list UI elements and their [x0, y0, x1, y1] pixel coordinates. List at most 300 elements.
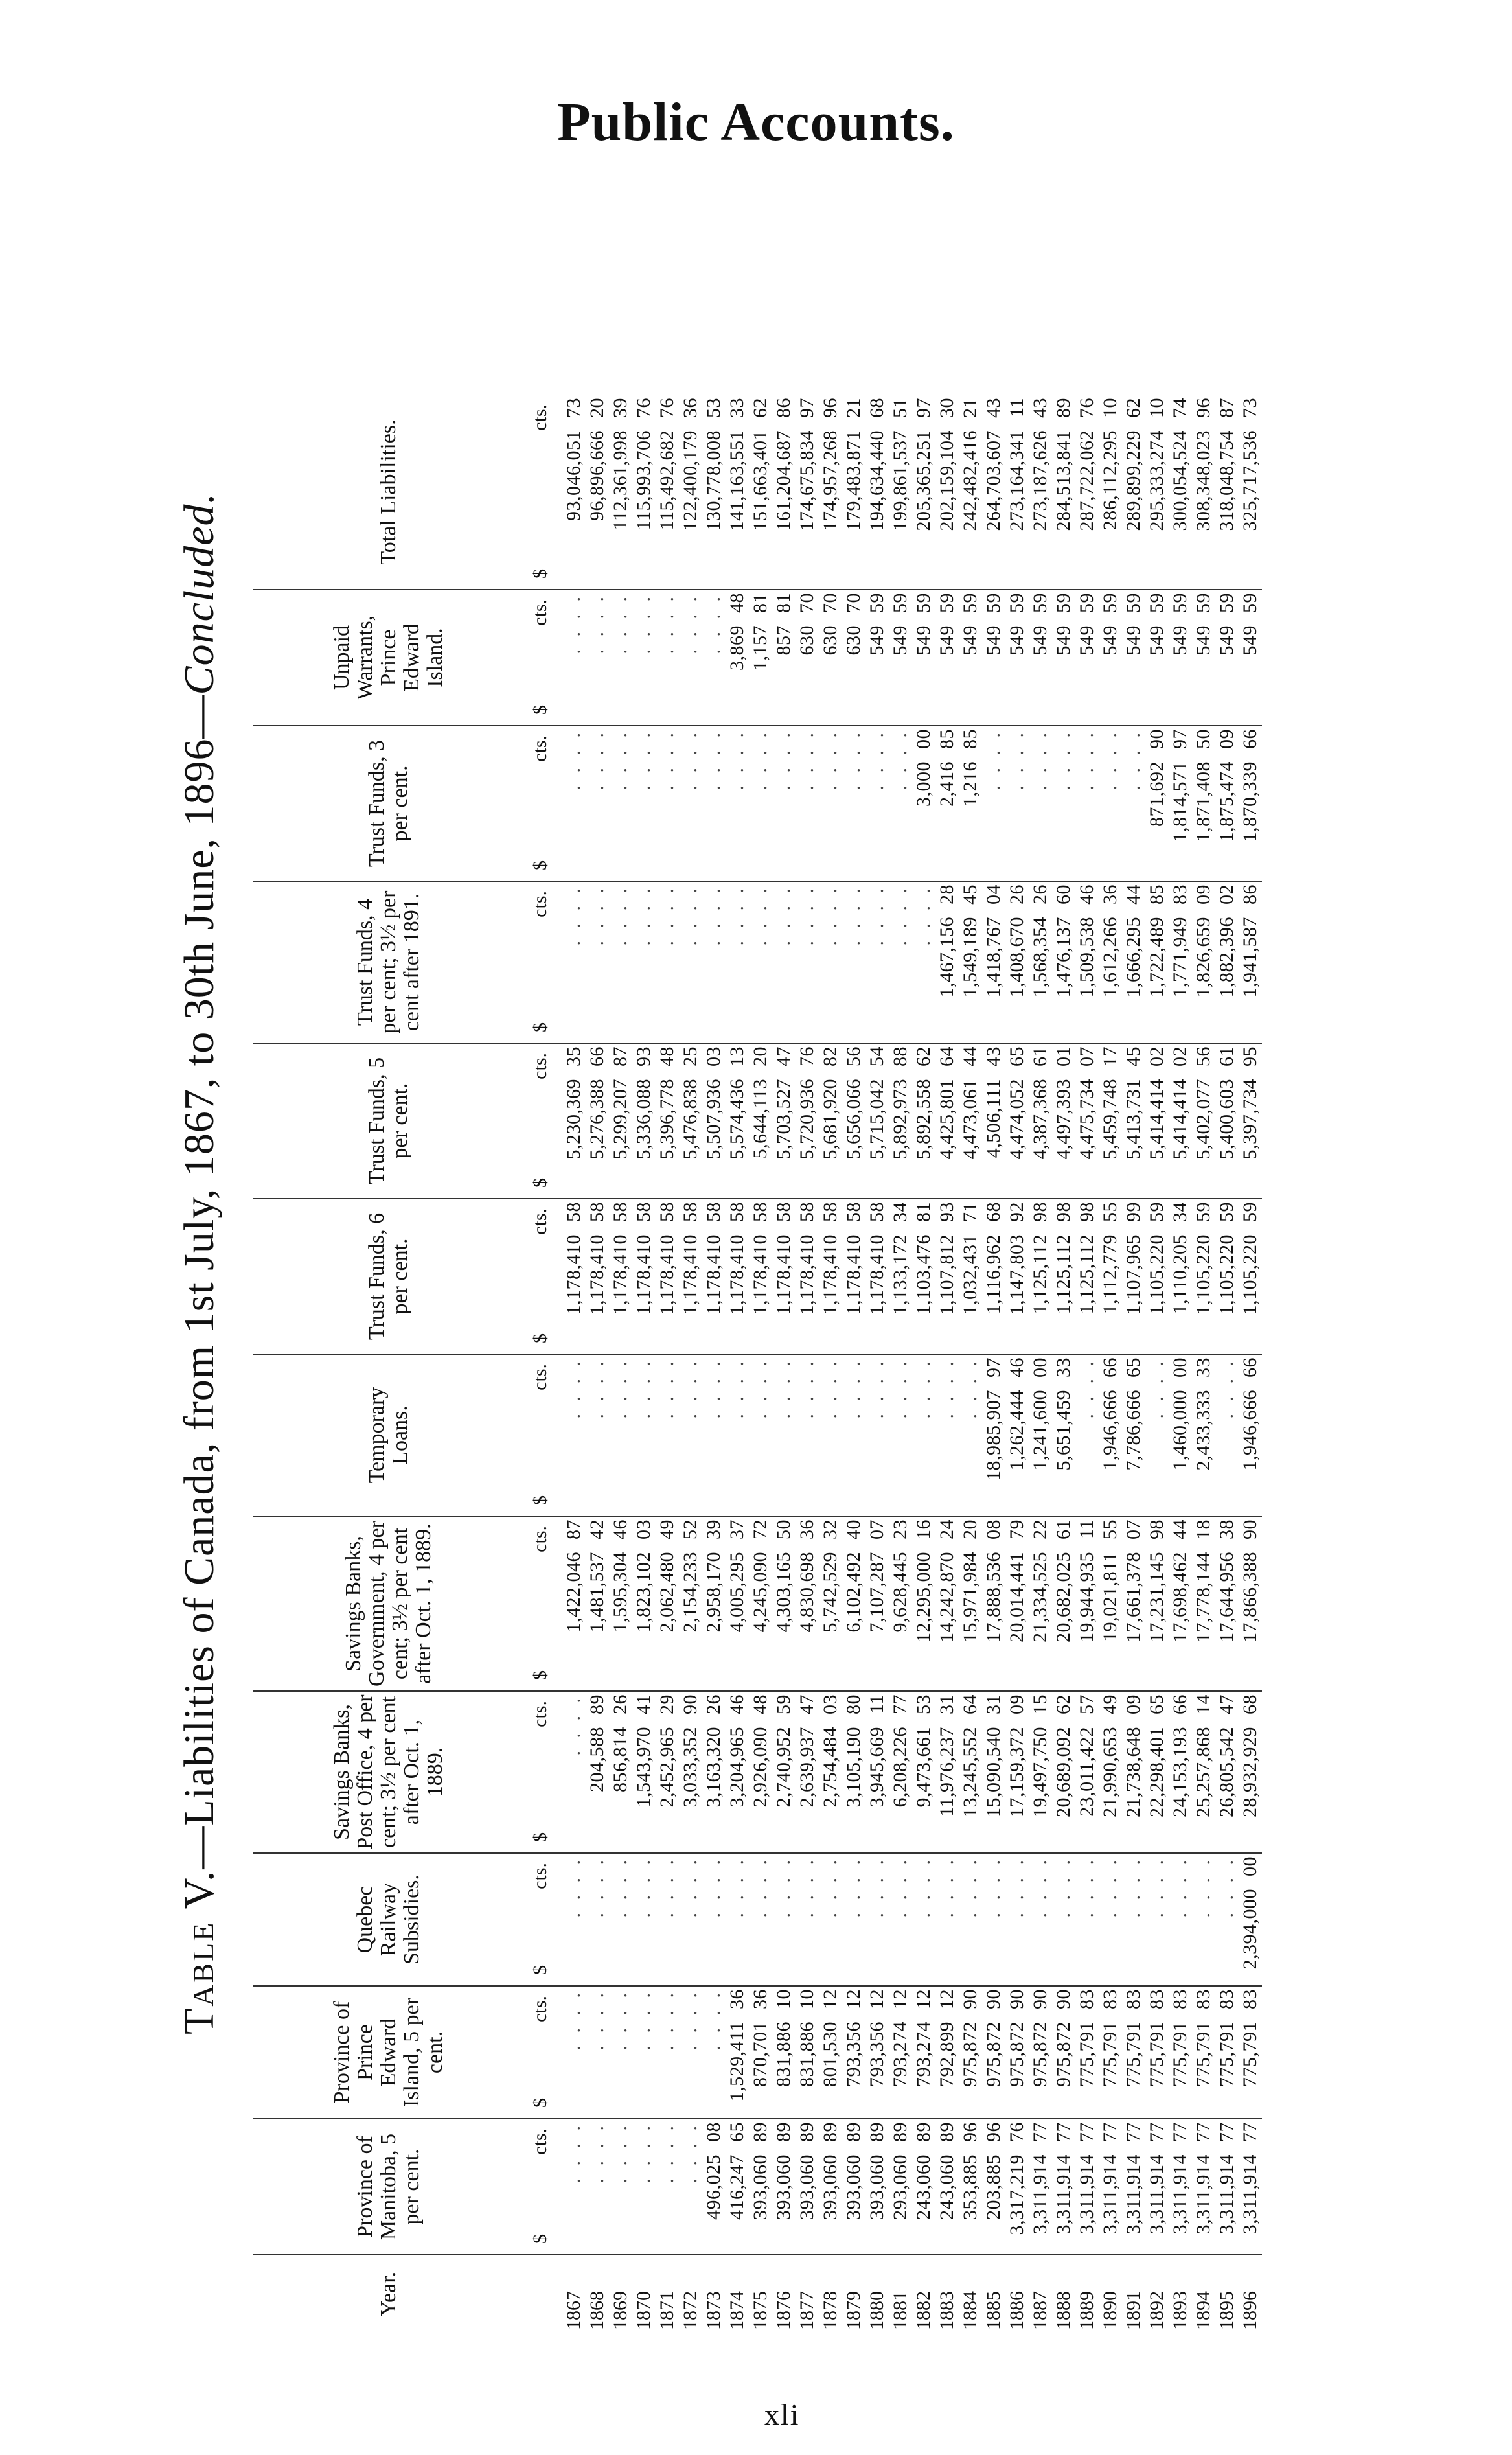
cents-unit: cts. [529, 1526, 551, 1552]
cell-trust3: . . . . [1122, 726, 1145, 881]
cell-trust4: 1,771,94983 [1169, 881, 1192, 1043]
cell-savings_gov: 17,661,37807 [1122, 1516, 1145, 1691]
cell-trust6: 1,032,43171 [959, 1199, 982, 1354]
cell-savings_post: 3,204,96546 [726, 1691, 749, 1853]
cell-unpaid_warrants: 54959 [1122, 590, 1145, 726]
cell-total: 179,483,87121 [842, 395, 865, 590]
cell-savings_post: 15,090,54031 [982, 1691, 1005, 1853]
cell-savings_gov: 1,595,30446 [609, 1516, 632, 1691]
cell-savings_gov: 19,021,81155 [1099, 1516, 1122, 1691]
cell-quebec_railway: . . . . [1169, 1853, 1192, 1986]
cell-unpaid_warrants: 1,15781 [749, 590, 772, 726]
table-body [556, 395, 1262, 2333]
cell-trust6: 1,112,77955 [1099, 1199, 1122, 1354]
cell-pei: 775,79183 [1075, 1986, 1099, 2119]
cell-total: 242,482,41621 [959, 395, 982, 590]
cell-unpaid_warrants: 54959 [1145, 590, 1169, 726]
cell-quebec_railway: . . . . [749, 1853, 772, 1986]
cell-total: 93,046,05173 [556, 395, 586, 590]
cell-savings_gov: 9,628,44523 [889, 1516, 912, 1691]
cell-savings_gov: 17,231,14598 [1145, 1516, 1169, 1691]
cell-manitoba: 3,311,91477 [1052, 2119, 1075, 2255]
unit-cell-trust5 [525, 1043, 556, 1199]
cell-trust5: 5,656,06656 [842, 1043, 865, 1199]
cell-savings_gov: 15,971,98420 [959, 1516, 982, 1691]
cell-total: 130,778,00853 [702, 395, 726, 590]
cell-year: 1891 [1123, 2291, 1144, 2330]
cell-year: 1880 [866, 2291, 888, 2330]
cell-quebec_railway: . . . . [1145, 1853, 1169, 1986]
cell-manitoba: 3,311,91477 [1192, 2119, 1215, 2255]
cell-temporary_loans: 5,651,45933 [1052, 1354, 1075, 1516]
cell-trust5: 5,400,60361 [1215, 1043, 1239, 1199]
cell-trust3: . . . . [556, 726, 586, 881]
cell-savings_post: 19,497,75015 [1029, 1691, 1052, 1853]
cell-trust4: 1,549,18945 [959, 881, 982, 1043]
cell-savings_post: 3,163,32026 [702, 1691, 726, 1853]
dollar-unit: $ [529, 569, 551, 579]
column-header-trust5: Trust Funds, 5 per cent. [253, 1043, 525, 1199]
cell-trust3: . . . . [702, 726, 726, 881]
cell-trust3: 3,00000 [912, 726, 935, 881]
table-row [632, 395, 656, 2333]
cell-savings_post: 21,990,65349 [1099, 1691, 1122, 1853]
cents-unit: cts. [529, 1996, 551, 2022]
cell-temporary_loans: . . . . [702, 1354, 726, 1516]
cell-trust6: 1,116,96268 [982, 1199, 1005, 1354]
cell-trust3: . . . . [1075, 726, 1099, 881]
unit-cell-temporary_loans [525, 1354, 556, 1516]
dollar-unit: $ [529, 1965, 551, 1975]
cell-unpaid_warrants: 54959 [865, 590, 889, 726]
unit-cell-savings_gov [525, 1516, 556, 1691]
cell-trust6: 1,178,41058 [632, 1199, 656, 1354]
cell-trust3: . . . . [1005, 726, 1029, 881]
cell-temporary_loans: . . . . [842, 1354, 865, 1516]
cell-trust3: . . . . [586, 726, 609, 881]
cell-pei: 793,35612 [842, 1986, 865, 2119]
cell-total: 115,492,68276 [656, 395, 679, 590]
cell-temporary_loans: 1,946,66666 [1099, 1354, 1122, 1516]
unit-cell-pei [525, 1986, 556, 2119]
cell-savings_post: 6,208,22677 [889, 1691, 912, 1853]
cell-pei: 831,88610 [772, 1986, 796, 2119]
cell-trust4: 1,666,29544 [1122, 881, 1145, 1043]
cell-trust6: 1,178,41058 [702, 1199, 726, 1354]
cell-unpaid_warrants: 54959 [1239, 590, 1262, 726]
cell-trust4: . . . . [819, 881, 842, 1043]
unit-cell-unpaid_warrants [525, 590, 556, 726]
cell-total: 289,899,22962 [1122, 395, 1145, 590]
cell-manitoba: 393,06089 [819, 2119, 842, 2255]
cell-savings_gov: 17,888,53608 [982, 1516, 1005, 1691]
cell-savings_gov: 2,154,23352 [679, 1516, 702, 1691]
cell-trust4: . . . . [609, 881, 632, 1043]
cell-year: 1889 [1076, 2291, 1097, 2330]
cell-manitoba: 3,311,91477 [1169, 2119, 1192, 2255]
cell-savings_gov: 4,005,29537 [726, 1516, 749, 1691]
table-label: Table V. [176, 1869, 223, 2035]
cell-year: 1885 [983, 2291, 1004, 2330]
cents-unit: cts. [529, 735, 551, 762]
cell-trust6: 1,178,41058 [586, 1199, 609, 1354]
cell-year: 1892 [1146, 2291, 1167, 2330]
cell-trust3: 2,41685 [935, 726, 959, 881]
unit-cell-total [525, 395, 556, 590]
cell-trust6: 1,125,11298 [1052, 1199, 1075, 1354]
dollar-unit: $ [529, 1022, 551, 1032]
cell-unpaid_warrants: 54959 [1075, 590, 1099, 726]
cell-savings_gov: 20,014,44179 [1005, 1516, 1029, 1691]
cell-trust3: 1,21685 [959, 726, 982, 881]
cell-trust3: 871,69290 [1145, 726, 1169, 881]
cell-trust5: 5,715,04254 [865, 1043, 889, 1199]
cell-unpaid_warrants: 85781 [772, 590, 796, 726]
cell-pei: 793,27412 [889, 1986, 912, 2119]
cell-total: 194,634,44068 [865, 395, 889, 590]
cell-manitoba: 3,311,91477 [1122, 2119, 1145, 2255]
cell-savings_post: 204,58889 [586, 1691, 609, 1853]
cell-pei: 975,87290 [1052, 1986, 1075, 2119]
cents-unit: cts. [529, 599, 551, 626]
table-row [842, 395, 865, 2333]
cell-savings_gov: 17,644,95638 [1215, 1516, 1239, 1691]
cell-trust4: 1,568,35426 [1029, 881, 1052, 1043]
cell-quebec_railway: . . . . [819, 1853, 842, 1986]
cell-savings_gov: 14,242,87024 [935, 1516, 959, 1691]
cell-unpaid_warrants: . . . . [656, 590, 679, 726]
cell-quebec_railway: . . . . [679, 1853, 702, 1986]
cell-temporary_loans: . . . . [556, 1354, 586, 1516]
cell-total: 174,675,83497 [796, 395, 819, 590]
cell-manitoba: 203,88596 [982, 2119, 1005, 2255]
cell-manitoba: 3,317,21976 [1005, 2119, 1029, 2255]
cents-unit: cts. [529, 891, 551, 917]
cell-temporary_loans: . . . . [912, 1354, 935, 1516]
cell-year: 1894 [1193, 2291, 1214, 2330]
cell-manitoba: 3,311,91477 [1029, 2119, 1052, 2255]
cell-manitoba: 393,06089 [772, 2119, 796, 2255]
cell-trust5: 4,506,11143 [982, 1043, 1005, 1199]
column-header-total: Total Liabilities. [253, 395, 525, 590]
cell-trust4: . . . . [726, 881, 749, 1043]
cell-trust5: 5,414,41402 [1169, 1043, 1192, 1199]
cell-pei: . . . . [586, 1986, 609, 2119]
cell-quebec_railway: . . . . [772, 1853, 796, 1986]
cents-unit: cts. [529, 1863, 551, 1889]
cell-pei: . . . . [702, 1986, 726, 2119]
cell-trust4: 1,509,53846 [1075, 881, 1099, 1043]
cell-unpaid_warrants: . . . . [702, 590, 726, 726]
cell-trust5: 5,459,74817 [1099, 1043, 1122, 1199]
cell-manitoba: 3,311,91477 [1239, 2119, 1262, 2255]
cell-quebec_railway: . . . . [1215, 1853, 1239, 1986]
cell-pei: . . . . [656, 1986, 679, 2119]
cell-trust6: 1,107,81293 [935, 1199, 959, 1354]
cell-trust5: 4,497,39301 [1052, 1043, 1075, 1199]
cell-total: 273,164,34111 [1005, 395, 1029, 590]
cell-pei: . . . . [679, 1986, 702, 2119]
cell-trust4: . . . . [556, 881, 586, 1043]
cell-trust3: 1,875,47409 [1215, 726, 1239, 881]
cell-trust3: . . . . [1099, 726, 1122, 881]
cell-trust4: 1,467,15628 [935, 881, 959, 1043]
cell-temporary_loans: 1,460,00000 [1169, 1354, 1192, 1516]
cell-temporary_loans: . . . . [935, 1354, 959, 1516]
cell-total: 202,159,10430 [935, 395, 959, 590]
cell-temporary_loans: . . . . [586, 1354, 609, 1516]
table-row [865, 395, 889, 2333]
cell-pei: . . . . [609, 1986, 632, 2119]
cell-unpaid_warrants: 54959 [1052, 590, 1075, 726]
cell-trust3: 1,870,33966 [1239, 726, 1262, 881]
cell-quebec_railway: . . . . [656, 1853, 679, 1986]
cell-savings_post: 22,298,40165 [1145, 1691, 1169, 1853]
cents-unit: cts. [529, 2128, 551, 2155]
cell-pei: 793,35612 [865, 1986, 889, 2119]
cell-manitoba: 3,311,91477 [1075, 2119, 1099, 2255]
cell-manitoba: . . . . [656, 2119, 679, 2255]
cell-temporary_loans: . . . . [889, 1354, 912, 1516]
cell-year: 1870 [633, 2291, 654, 2330]
cell-temporary_loans: . . . . [819, 1354, 842, 1516]
cell-temporary_loans: . . . . [679, 1354, 702, 1516]
dollar-unit: $ [529, 860, 551, 870]
cell-manitoba: . . . . [679, 2119, 702, 2255]
cell-unpaid_warrants: . . . . [632, 590, 656, 726]
cell-savings_post: 3,105,19080 [842, 1691, 865, 1853]
table-row [982, 395, 1005, 2333]
cell-trust3: . . . . [889, 726, 912, 881]
column-header-quebec_railway: Quebec Railway Subsidies. [253, 1853, 525, 1986]
cell-trust5: 5,230,36935 [556, 1043, 586, 1199]
cell-pei: 792,89912 [935, 1986, 959, 2119]
cell-unpaid_warrants: . . . . [609, 590, 632, 726]
cents-unit: cts. [529, 1208, 551, 1235]
cell-manitoba: 496,02508 [702, 2119, 726, 2255]
cell-unpaid_warrants: 54959 [935, 590, 959, 726]
cell-total: 273,187,62643 [1029, 395, 1052, 590]
cell-pei: 801,53012 [819, 1986, 842, 2119]
cell-total: 122,400,17936 [679, 395, 702, 590]
cell-trust5: 5,397,73495 [1239, 1043, 1262, 1199]
cell-total: 295,333,27410 [1145, 395, 1169, 590]
dollar-unit: $ [529, 1832, 551, 1842]
cell-trust6: 1,178,41058 [772, 1199, 796, 1354]
cell-trust3: . . . . [656, 726, 679, 881]
column-header-trust6: Trust Funds, 6 per cent. [253, 1199, 525, 1354]
cell-manitoba: . . . . [556, 2119, 586, 2255]
cell-savings_gov: 17,698,46244 [1169, 1516, 1192, 1691]
cell-total: 286,112,29510 [1099, 395, 1122, 590]
cell-trust3: . . . . [865, 726, 889, 881]
cell-trust4: 1,722,48985 [1145, 881, 1169, 1043]
cell-pei: 975,87290 [959, 1986, 982, 2119]
cell-savings_post: 20,689,09262 [1052, 1691, 1075, 1853]
cell-trust5: 5,476,83825 [679, 1043, 702, 1199]
column-header-manitoba: Province of Manitoba, 5 per cent. [253, 2119, 525, 2255]
dollar-unit: $ [529, 1333, 551, 1343]
cell-trust4: 1,826,65909 [1192, 881, 1215, 1043]
cell-savings_post: 26,805,54247 [1215, 1691, 1239, 1853]
cell-unpaid_warrants: . . . . [586, 590, 609, 726]
cell-trust4: . . . . [656, 881, 679, 1043]
cell-trust5: 5,574,43613 [726, 1043, 749, 1199]
cell-savings_gov: 17,778,14418 [1192, 1516, 1215, 1691]
cents-unit: cts. [529, 1701, 551, 1727]
cell-temporary_loans: . . . . [726, 1354, 749, 1516]
cell-trust6: 1,105,22059 [1145, 1199, 1169, 1354]
column-header-savings_gov: Savings Banks, Government, 4 per cent; 3½ per cent after Oct. 1, 1889. [253, 1516, 525, 1691]
table-row [656, 395, 679, 2333]
cell-total: 141,163,55133 [726, 395, 749, 590]
table-row [1192, 395, 1215, 2333]
page-number: xli [764, 2398, 800, 2431]
cell-trust4: 1,612,26636 [1099, 881, 1122, 1043]
cell-year: 1888 [1053, 2291, 1074, 2330]
cell-quebec_railway: . . . . [609, 1853, 632, 1986]
table-row [1099, 395, 1122, 2333]
cell-total: 115,993,70676 [632, 395, 656, 590]
column-header-pei: Province of Prince Edward Island, 5 per cent. [253, 1986, 525, 2119]
cell-temporary_loans: . . . . [1145, 1354, 1169, 1516]
cell-savings_post: 24,153,19366 [1169, 1691, 1192, 1853]
cell-quebec_railway: . . . . [726, 1853, 749, 1986]
cell-pei: 870,70136 [749, 1986, 772, 2119]
cell-trust4: . . . . [842, 881, 865, 1043]
cell-quebec_railway: . . . . [1192, 1853, 1215, 1986]
cell-manitoba: 293,06089 [889, 2119, 912, 2255]
cell-manitoba: 393,06089 [749, 2119, 772, 2255]
cell-savings_gov: 1,823,10203 [632, 1516, 656, 1691]
cell-manitoba: 393,06089 [796, 2119, 819, 2255]
cell-savings_post: 11,976,23731 [935, 1691, 959, 1853]
cell-year: 1887 [1029, 2291, 1051, 2330]
cell-trust5: 5,644,11320 [749, 1043, 772, 1199]
cell-savings_gov: 2,958,17039 [702, 1516, 726, 1691]
cell-year: 1878 [819, 2291, 841, 2330]
cell-year: 1884 [959, 2291, 981, 2330]
table-row [1239, 395, 1262, 2333]
cell-manitoba: 3,311,91477 [1215, 2119, 1239, 2255]
cell-manitoba: . . . . [609, 2119, 632, 2255]
table-row [726, 395, 749, 2333]
units-row [525, 395, 556, 2333]
cell-trust4: . . . . [889, 881, 912, 1043]
cell-pei: 775,79183 [1099, 1986, 1122, 2119]
cell-manitoba: 3,311,91477 [1145, 2119, 1169, 2255]
cell-quebec_railway: . . . . [556, 1853, 586, 1986]
cell-unpaid_warrants: 54959 [982, 590, 1005, 726]
cell-year: 1874 [726, 2291, 748, 2330]
cell-unpaid_warrants: 3,86948 [726, 590, 749, 726]
cell-savings_post: 2,754,48403 [819, 1691, 842, 1853]
cell-trust5: 5,336,08893 [632, 1043, 656, 1199]
table-suffix: Concluded. [176, 492, 223, 695]
dollar-unit: $ [529, 1495, 551, 1505]
cell-pei: 775,79183 [1169, 1986, 1192, 2119]
cell-total: 199,861,53751 [889, 395, 912, 590]
cell-trust4: 1,476,13760 [1052, 881, 1075, 1043]
cell-temporary_loans: . . . . [959, 1354, 982, 1516]
cell-pei: . . . . [632, 1986, 656, 2119]
cell-trust5: 5,413,73145 [1122, 1043, 1145, 1199]
cell-savings_post: 856,81426 [609, 1691, 632, 1853]
table-row [819, 395, 842, 2333]
cell-trust3: . . . . [632, 726, 656, 881]
cell-trust6: 1,178,41058 [556, 1199, 586, 1354]
cell-trust5: 4,425,80164 [935, 1043, 959, 1199]
cell-total: 325,717,53673 [1239, 395, 1262, 590]
cell-savings_post: 2,740,95259 [772, 1691, 796, 1853]
cell-savings_post: 2,926,09048 [749, 1691, 772, 1853]
cell-trust5: 5,299,20787 [609, 1043, 632, 1199]
cell-savings_gov: 19,944,93511 [1075, 1516, 1099, 1691]
cell-trust6: 1,178,41058 [842, 1199, 865, 1354]
rotated-table-block [175, 194, 1406, 2333]
cell-temporary_loans: . . . . [749, 1354, 772, 1516]
cell-savings_gov: 12,295,00016 [912, 1516, 935, 1691]
cell-year: 1868 [586, 2291, 608, 2330]
cell-trust6: 1,178,41058 [819, 1199, 842, 1354]
cell-trust5: 5,892,55862 [912, 1043, 935, 1199]
cell-trust5: 5,720,93676 [796, 1043, 819, 1199]
cell-trust4: 1,882,39602 [1215, 881, 1239, 1043]
unit-cell-trust4 [525, 881, 556, 1043]
dollar-unit: $ [529, 705, 551, 715]
cell-temporary_loans: 1,946,66666 [1239, 1354, 1262, 1516]
cell-savings_gov: 7,107,28707 [865, 1516, 889, 1691]
cell-unpaid_warrants: 63070 [819, 590, 842, 726]
cell-trust5: 5,703,52747 [772, 1043, 796, 1199]
cell-total: 287,722,06276 [1075, 395, 1099, 590]
cell-trust5: 5,396,77848 [656, 1043, 679, 1199]
cell-trust3: . . . . [819, 726, 842, 881]
cell-trust3: . . . . [982, 726, 1005, 881]
unit-cell-trust3 [525, 726, 556, 881]
cell-unpaid_warrants: 54959 [1029, 590, 1052, 726]
cell-manitoba: . . . . [632, 2119, 656, 2255]
cell-pei: 775,79183 [1145, 1986, 1169, 2119]
cell-quebec_railway: . . . . [1075, 1853, 1099, 1986]
cell-trust4: . . . . [632, 881, 656, 1043]
cell-trust5: 5,276,38866 [586, 1043, 609, 1199]
table-title: —Liabilities of Canada, from 1st July, 1867, to 30th June, 1896— [176, 695, 223, 1869]
cell-trust5: 5,892,97388 [889, 1043, 912, 1199]
table-row [749, 395, 772, 2333]
cell-trust4: . . . . [796, 881, 819, 1043]
cell-trust6: 1,105,22059 [1192, 1199, 1215, 1354]
cell-pei: 775,79183 [1239, 1986, 1262, 2119]
cell-temporary_loans: . . . . [656, 1354, 679, 1516]
cell-trust3: 1,871,40850 [1192, 726, 1215, 881]
cell-quebec_railway: . . . . [865, 1853, 889, 1986]
cell-savings_post: 3,945,66911 [865, 1691, 889, 1853]
cell-trust6: 1,133,17234 [889, 1199, 912, 1354]
cell-temporary_loans: . . . . [632, 1354, 656, 1516]
cell-trust6: 1,125,11298 [1075, 1199, 1099, 1354]
table-row [679, 395, 702, 2333]
cell-trust6: 1,110,20534 [1169, 1199, 1192, 1354]
cell-trust3: . . . . [1052, 726, 1075, 881]
cell-trust5: 5,414,41402 [1145, 1043, 1169, 1199]
cell-trust5: 5,507,93603 [702, 1043, 726, 1199]
cell-savings_gov: 6,102,49240 [842, 1516, 865, 1691]
cell-trust5: 4,474,05265 [1005, 1043, 1029, 1199]
cell-trust4: . . . . [679, 881, 702, 1043]
cell-pei: 793,27412 [912, 1986, 935, 2119]
cell-year: 1867 [563, 2291, 584, 2330]
